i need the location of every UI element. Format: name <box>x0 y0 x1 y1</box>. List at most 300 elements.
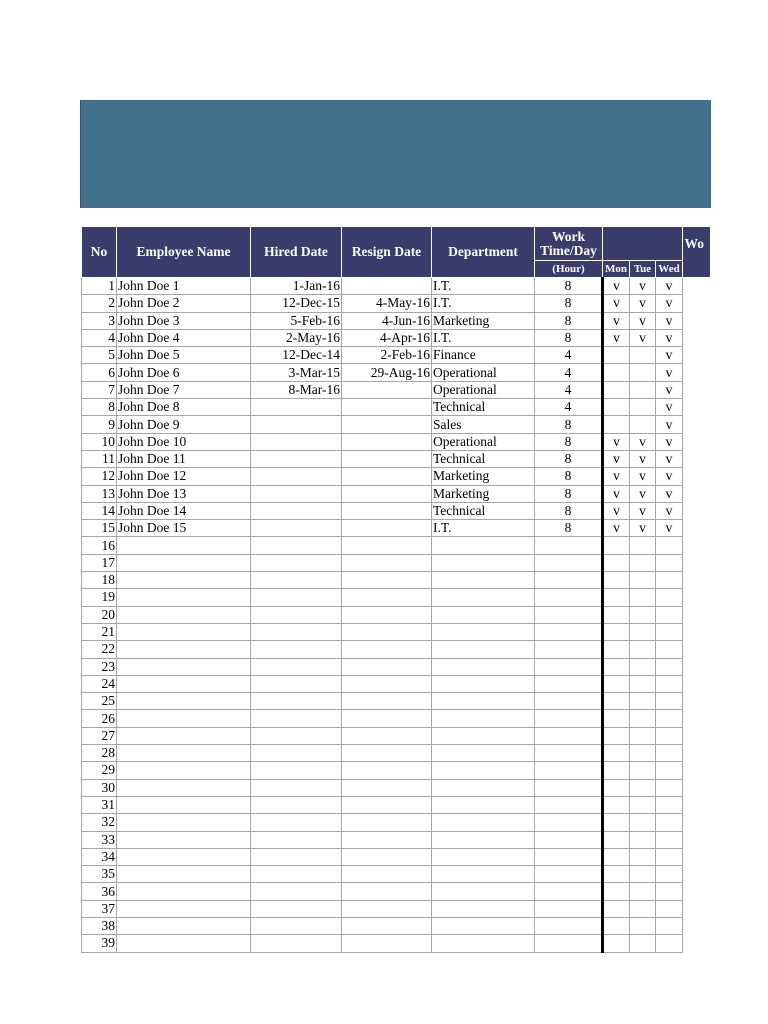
row-number[interactable]: 29 <box>82 762 117 779</box>
work-hours-cell[interactable]: 4 <box>535 399 603 416</box>
work-hours-cell[interactable]: 8 <box>535 295 603 312</box>
work-hours-cell[interactable]: 8 <box>535 433 603 450</box>
employee-name-cell[interactable]: John Doe 14 <box>117 502 251 519</box>
resign-date-cell[interactable] <box>342 935 432 952</box>
wed-cell[interactable]: v <box>656 278 683 295</box>
hired-date-cell[interactable] <box>251 814 342 831</box>
work-hours-cell[interactable] <box>535 537 603 554</box>
hired-date-cell[interactable] <box>251 848 342 865</box>
employee-name-cell[interactable] <box>117 779 251 796</box>
department-cell[interactable]: I.T. <box>432 295 535 312</box>
work-hours-cell[interactable] <box>535 848 603 865</box>
wed-cell[interactable]: v <box>656 520 683 537</box>
row-number[interactable]: 34 <box>82 848 117 865</box>
header-work-days[interactable] <box>603 227 705 261</box>
work-hours-cell[interactable] <box>535 727 603 744</box>
resign-date-cell[interactable] <box>342 693 432 710</box>
work-hours-cell[interactable]: 8 <box>535 278 603 295</box>
employee-name-cell[interactable]: John Doe 1 <box>117 278 251 295</box>
tue-cell[interactable] <box>630 589 656 606</box>
work-hours-cell[interactable] <box>535 606 603 623</box>
tue-cell[interactable] <box>630 866 656 883</box>
wed-cell[interactable] <box>656 831 683 848</box>
tue-cell[interactable] <box>630 641 656 658</box>
department-cell[interactable] <box>432 675 535 692</box>
tue-cell[interactable] <box>630 814 656 831</box>
hired-date-cell[interactable]: 1-Jan-16 <box>251 278 342 295</box>
resign-date-cell[interactable] <box>342 623 432 640</box>
row-number[interactable]: 4 <box>82 329 117 346</box>
hired-date-cell[interactable]: 12-Dec-14 <box>251 347 342 364</box>
mon-cell[interactable] <box>603 675 630 692</box>
department-cell[interactable]: Marketing <box>432 485 535 502</box>
work-hours-cell[interactable] <box>535 658 603 675</box>
mon-cell[interactable]: v <box>603 433 630 450</box>
tue-cell[interactable] <box>630 537 656 554</box>
mon-cell[interactable] <box>603 796 630 813</box>
hired-date-cell[interactable] <box>251 399 342 416</box>
work-hours-cell[interactable] <box>535 917 603 934</box>
hired-date-cell[interactable] <box>251 831 342 848</box>
wed-cell[interactable]: v <box>656 433 683 450</box>
work-hours-cell[interactable]: 8 <box>535 468 603 485</box>
resign-date-cell[interactable] <box>342 278 432 295</box>
header-work-time[interactable] <box>535 227 603 261</box>
department-cell[interactable]: Operational <box>432 364 535 381</box>
mon-cell[interactable] <box>603 693 630 710</box>
resign-date-cell[interactable] <box>342 848 432 865</box>
work-hours-cell[interactable] <box>535 745 603 762</box>
resign-date-cell[interactable] <box>342 433 432 450</box>
employee-name-cell[interactable] <box>117 727 251 744</box>
tue-cell[interactable]: v <box>630 520 656 537</box>
hired-date-cell[interactable] <box>251 917 342 934</box>
hired-date-cell[interactable] <box>251 572 342 589</box>
wed-cell[interactable] <box>656 537 683 554</box>
mon-cell[interactable] <box>603 900 630 917</box>
department-cell[interactable]: Technical <box>432 502 535 519</box>
department-cell[interactable]: Technical <box>432 450 535 467</box>
mon-cell[interactable] <box>603 745 630 762</box>
mon-cell[interactable] <box>603 347 630 364</box>
tue-cell[interactable] <box>630 848 656 865</box>
employee-name-cell[interactable]: John Doe 8 <box>117 399 251 416</box>
wed-cell[interactable]: v <box>656 399 683 416</box>
header-hired-date[interactable]: Hired Date <box>251 227 342 278</box>
hired-date-cell[interactable]: 5-Feb-16 <box>251 312 342 329</box>
wed-cell[interactable] <box>656 658 683 675</box>
mon-cell[interactable]: v <box>603 468 630 485</box>
tue-cell[interactable]: v <box>630 278 656 295</box>
row-number[interactable]: 33 <box>82 831 117 848</box>
resign-date-cell[interactable] <box>342 554 432 571</box>
resign-date-cell[interactable]: 4-Jun-16 <box>342 312 432 329</box>
wed-cell[interactable]: v <box>656 295 683 312</box>
department-cell[interactable] <box>432 848 535 865</box>
department-cell[interactable] <box>432 693 535 710</box>
wed-cell[interactable] <box>656 900 683 917</box>
employee-name-cell[interactable] <box>117 831 251 848</box>
hired-date-cell[interactable] <box>251 485 342 502</box>
resign-date-cell[interactable] <box>342 675 432 692</box>
work-hours-cell[interactable]: 8 <box>535 450 603 467</box>
mon-cell[interactable] <box>603 537 630 554</box>
hired-date-cell[interactable] <box>251 433 342 450</box>
hired-date-cell[interactable] <box>251 745 342 762</box>
department-cell[interactable] <box>432 917 535 934</box>
tue-cell[interactable]: v <box>630 312 656 329</box>
tue-cell[interactable]: v <box>630 329 656 346</box>
hired-date-cell[interactable] <box>251 537 342 554</box>
row-number[interactable]: 13 <box>82 485 117 502</box>
resign-date-cell[interactable] <box>342 502 432 519</box>
row-number[interactable]: 19 <box>82 589 117 606</box>
employee-name-cell[interactable] <box>117 589 251 606</box>
department-cell[interactable]: I.T. <box>432 278 535 295</box>
work-hours-cell[interactable]: 4 <box>535 347 603 364</box>
tue-cell[interactable]: v <box>630 450 656 467</box>
wed-cell[interactable] <box>656 883 683 900</box>
hired-date-cell[interactable] <box>251 762 342 779</box>
row-number[interactable]: 28 <box>82 745 117 762</box>
department-cell[interactable]: Marketing <box>432 312 535 329</box>
hired-date-cell[interactable] <box>251 589 342 606</box>
hired-date-cell[interactable] <box>251 468 342 485</box>
wed-cell[interactable] <box>656 572 683 589</box>
row-number[interactable]: 24 <box>82 675 117 692</box>
work-hours-cell[interactable]: 8 <box>535 312 603 329</box>
department-cell[interactable] <box>432 589 535 606</box>
department-cell[interactable] <box>432 606 535 623</box>
mon-cell[interactable] <box>603 727 630 744</box>
employee-name-cell[interactable]: John Doe 10 <box>117 433 251 450</box>
employee-name-cell[interactable]: John Doe 2 <box>117 295 251 312</box>
resign-date-cell[interactable] <box>342 641 432 658</box>
employee-name-cell[interactable] <box>117 641 251 658</box>
hired-date-cell[interactable] <box>251 693 342 710</box>
row-number[interactable]: 18 <box>82 572 117 589</box>
tue-cell[interactable] <box>630 900 656 917</box>
work-hours-cell[interactable]: 8 <box>535 329 603 346</box>
work-hours-cell[interactable] <box>535 554 603 571</box>
resign-date-cell[interactable] <box>342 883 432 900</box>
hired-date-cell[interactable] <box>251 623 342 640</box>
mon-cell[interactable]: v <box>603 450 630 467</box>
resign-date-cell[interactable] <box>342 866 432 883</box>
work-hours-cell[interactable]: 8 <box>535 520 603 537</box>
mon-cell[interactable] <box>603 364 630 381</box>
row-number[interactable]: 7 <box>82 381 117 398</box>
mon-cell[interactable] <box>603 641 630 658</box>
hired-date-cell[interactable]: 12-Dec-15 <box>251 295 342 312</box>
wed-cell[interactable] <box>656 762 683 779</box>
row-number[interactable]: 38 <box>82 917 117 934</box>
row-number[interactable]: 14 <box>82 502 117 519</box>
work-hours-cell[interactable] <box>535 814 603 831</box>
row-number[interactable]: 20 <box>82 606 117 623</box>
row-number[interactable]: 8 <box>82 399 117 416</box>
department-cell[interactable] <box>432 710 535 727</box>
tue-cell[interactable]: v <box>630 502 656 519</box>
employee-name-cell[interactable] <box>117 554 251 571</box>
resign-date-cell[interactable] <box>342 537 432 554</box>
hired-date-cell[interactable] <box>251 416 342 433</box>
work-hours-cell[interactable]: 8 <box>535 502 603 519</box>
department-cell[interactable] <box>432 641 535 658</box>
tue-cell[interactable]: v <box>630 295 656 312</box>
tue-cell[interactable] <box>630 675 656 692</box>
row-number[interactable]: 3 <box>82 312 117 329</box>
tue-cell[interactable] <box>630 572 656 589</box>
row-number[interactable]: 26 <box>82 710 117 727</box>
hired-date-cell[interactable] <box>251 727 342 744</box>
mon-cell[interactable]: v <box>603 295 630 312</box>
resign-date-cell[interactable] <box>342 589 432 606</box>
row-number[interactable]: 6 <box>82 364 117 381</box>
resign-date-cell[interactable] <box>342 658 432 675</box>
employee-name-cell[interactable] <box>117 572 251 589</box>
resign-date-cell[interactable]: 29-Aug-16 <box>342 364 432 381</box>
row-number[interactable]: 5 <box>82 347 117 364</box>
hired-date-cell[interactable] <box>251 554 342 571</box>
tue-cell[interactable] <box>630 347 656 364</box>
wed-cell[interactable] <box>656 814 683 831</box>
mon-cell[interactable]: v <box>603 312 630 329</box>
employee-name-cell[interactable] <box>117 623 251 640</box>
department-cell[interactable] <box>432 745 535 762</box>
department-cell[interactable] <box>432 814 535 831</box>
row-number[interactable]: 25 <box>82 693 117 710</box>
wed-cell[interactable]: v <box>656 364 683 381</box>
resign-date-cell[interactable] <box>342 381 432 398</box>
header-day-tue[interactable]: Tue <box>630 261 656 278</box>
tue-cell[interactable] <box>630 779 656 796</box>
mon-cell[interactable] <box>603 917 630 934</box>
resign-date-cell[interactable]: 2-Feb-16 <box>342 347 432 364</box>
tue-cell[interactable] <box>630 658 656 675</box>
resign-date-cell[interactable] <box>342 900 432 917</box>
wed-cell[interactable] <box>656 641 683 658</box>
hired-date-cell[interactable] <box>251 675 342 692</box>
wed-cell[interactable]: v <box>656 416 683 433</box>
hired-date-cell[interactable] <box>251 710 342 727</box>
employee-name-cell[interactable] <box>117 796 251 813</box>
tue-cell[interactable] <box>630 554 656 571</box>
wed-cell[interactable]: v <box>656 485 683 502</box>
employee-name-cell[interactable]: John Doe 12 <box>117 468 251 485</box>
hired-date-cell[interactable]: 8-Mar-16 <box>251 381 342 398</box>
resign-date-cell[interactable] <box>342 485 432 502</box>
mon-cell[interactable] <box>603 416 630 433</box>
header-work-time-unit[interactable]: (Hour) <box>535 261 603 278</box>
tue-cell[interactable] <box>630 381 656 398</box>
wed-cell[interactable] <box>656 745 683 762</box>
hired-date-cell[interactable] <box>251 883 342 900</box>
resign-date-cell[interactable] <box>342 727 432 744</box>
department-cell[interactable]: Finance <box>432 347 535 364</box>
employee-name-cell[interactable]: John Doe 7 <box>117 381 251 398</box>
department-cell[interactable] <box>432 762 535 779</box>
mon-cell[interactable] <box>603 848 630 865</box>
wed-cell[interactable]: v <box>656 502 683 519</box>
employee-name-cell[interactable] <box>117 710 251 727</box>
wed-cell[interactable]: v <box>656 329 683 346</box>
hired-date-cell[interactable]: 2-May-16 <box>251 329 342 346</box>
wed-cell[interactable] <box>656 935 683 952</box>
resign-date-cell[interactable] <box>342 450 432 467</box>
hired-date-cell[interactable]: 3-Mar-15 <box>251 364 342 381</box>
row-number[interactable]: 31 <box>82 796 117 813</box>
employee-name-cell[interactable] <box>117 606 251 623</box>
tue-cell[interactable] <box>630 727 656 744</box>
department-cell[interactable]: Marketing <box>432 468 535 485</box>
tue-cell[interactable] <box>630 831 656 848</box>
wed-cell[interactable] <box>656 675 683 692</box>
resign-date-cell[interactable] <box>342 779 432 796</box>
header-resign-date[interactable]: Resign Date <box>342 227 432 278</box>
header-day-wed[interactable]: Wed <box>656 261 683 278</box>
wed-cell[interactable]: v <box>656 347 683 364</box>
tue-cell[interactable] <box>630 416 656 433</box>
mon-cell[interactable]: v <box>603 520 630 537</box>
mon-cell[interactable]: v <box>603 485 630 502</box>
tue-cell[interactable]: v <box>630 468 656 485</box>
row-number[interactable]: 21 <box>82 623 117 640</box>
wed-cell[interactable] <box>656 866 683 883</box>
resign-date-cell[interactable] <box>342 520 432 537</box>
header-day-mon[interactable]: Mon <box>603 261 630 278</box>
hired-date-cell[interactable] <box>251 520 342 537</box>
resign-date-cell[interactable] <box>342 572 432 589</box>
wed-cell[interactable] <box>656 589 683 606</box>
mon-cell[interactable] <box>603 710 630 727</box>
hired-date-cell[interactable] <box>251 606 342 623</box>
employee-name-cell[interactable]: John Doe 5 <box>117 347 251 364</box>
resign-date-cell[interactable] <box>342 814 432 831</box>
work-hours-cell[interactable] <box>535 935 603 952</box>
hired-date-cell[interactable] <box>251 658 342 675</box>
work-hours-cell[interactable]: 8 <box>535 485 603 502</box>
wed-cell[interactable] <box>656 848 683 865</box>
row-number[interactable]: 2 <box>82 295 117 312</box>
department-cell[interactable] <box>432 537 535 554</box>
mon-cell[interactable] <box>603 399 630 416</box>
mon-cell[interactable] <box>603 658 630 675</box>
employee-name-cell[interactable]: John Doe 3 <box>117 312 251 329</box>
wed-cell[interactable] <box>656 554 683 571</box>
header-no[interactable]: No <box>82 227 117 278</box>
employee-name-cell[interactable] <box>117 866 251 883</box>
mon-cell[interactable] <box>603 814 630 831</box>
mon-cell[interactable]: v <box>603 329 630 346</box>
wed-cell[interactable]: v <box>656 312 683 329</box>
employee-name-cell[interactable] <box>117 935 251 952</box>
tue-cell[interactable]: v <box>630 433 656 450</box>
mon-cell[interactable] <box>603 554 630 571</box>
wed-cell[interactable]: v <box>656 468 683 485</box>
row-number[interactable]: 32 <box>82 814 117 831</box>
row-number[interactable]: 12 <box>82 468 117 485</box>
wed-cell[interactable] <box>656 710 683 727</box>
work-hours-cell[interactable] <box>535 900 603 917</box>
row-number[interactable]: 15 <box>82 520 117 537</box>
mon-cell[interactable] <box>603 866 630 883</box>
row-number[interactable]: 23 <box>82 658 117 675</box>
hired-date-cell[interactable] <box>251 866 342 883</box>
row-number[interactable]: 10 <box>82 433 117 450</box>
mon-cell[interactable] <box>603 572 630 589</box>
work-hours-cell[interactable] <box>535 572 603 589</box>
work-hours-cell[interactable] <box>535 710 603 727</box>
employee-name-cell[interactable]: John Doe 13 <box>117 485 251 502</box>
work-hours-cell[interactable] <box>535 779 603 796</box>
employee-name-cell[interactable] <box>117 693 251 710</box>
tue-cell[interactable] <box>630 935 656 952</box>
hired-date-cell[interactable] <box>251 641 342 658</box>
department-cell[interactable] <box>432 866 535 883</box>
employee-name-cell[interactable] <box>117 658 251 675</box>
tue-cell[interactable] <box>630 710 656 727</box>
row-number[interactable]: 9 <box>82 416 117 433</box>
resign-date-cell[interactable] <box>342 606 432 623</box>
wed-cell[interactable] <box>656 623 683 640</box>
department-cell[interactable]: I.T. <box>432 520 535 537</box>
employee-name-cell[interactable] <box>117 814 251 831</box>
department-cell[interactable] <box>432 658 535 675</box>
department-cell[interactable] <box>432 779 535 796</box>
hired-date-cell[interactable] <box>251 796 342 813</box>
department-cell[interactable] <box>432 900 535 917</box>
row-number[interactable]: 17 <box>82 554 117 571</box>
row-number[interactable]: 39 <box>82 935 117 952</box>
wed-cell[interactable]: v <box>656 450 683 467</box>
employee-name-cell[interactable]: John Doe 4 <box>117 329 251 346</box>
department-cell[interactable] <box>432 623 535 640</box>
department-cell[interactable] <box>432 727 535 744</box>
resign-date-cell[interactable] <box>342 468 432 485</box>
department-cell[interactable] <box>432 572 535 589</box>
tue-cell[interactable] <box>630 745 656 762</box>
work-hours-cell[interactable]: 4 <box>535 381 603 398</box>
header-employee-name[interactable]: Employee Name <box>117 227 251 278</box>
mon-cell[interactable] <box>603 381 630 398</box>
resign-date-cell[interactable]: 4-May-16 <box>342 295 432 312</box>
row-number[interactable]: 30 <box>82 779 117 796</box>
row-number[interactable]: 35 <box>82 866 117 883</box>
tue-cell[interactable] <box>630 364 656 381</box>
department-cell[interactable]: Operational <box>432 381 535 398</box>
tue-cell[interactable] <box>630 762 656 779</box>
row-number[interactable]: 36 <box>82 883 117 900</box>
mon-cell[interactable]: v <box>603 278 630 295</box>
wed-cell[interactable] <box>656 727 683 744</box>
tue-cell[interactable] <box>630 399 656 416</box>
row-number[interactable]: 16 <box>82 537 117 554</box>
wed-cell[interactable] <box>656 693 683 710</box>
employee-name-cell[interactable] <box>117 900 251 917</box>
resign-date-cell[interactable]: 4-Apr-16 <box>342 329 432 346</box>
wed-cell[interactable]: v <box>656 381 683 398</box>
employee-name-cell[interactable]: John Doe 15 <box>117 520 251 537</box>
department-cell[interactable] <box>432 883 535 900</box>
mon-cell[interactable] <box>603 831 630 848</box>
work-hours-cell[interactable] <box>535 589 603 606</box>
tue-cell[interactable] <box>630 606 656 623</box>
work-hours-cell[interactable] <box>535 762 603 779</box>
employee-name-cell[interactable]: John Doe 11 <box>117 450 251 467</box>
employee-name-cell[interactable] <box>117 762 251 779</box>
department-cell[interactable]: I.T. <box>432 329 535 346</box>
